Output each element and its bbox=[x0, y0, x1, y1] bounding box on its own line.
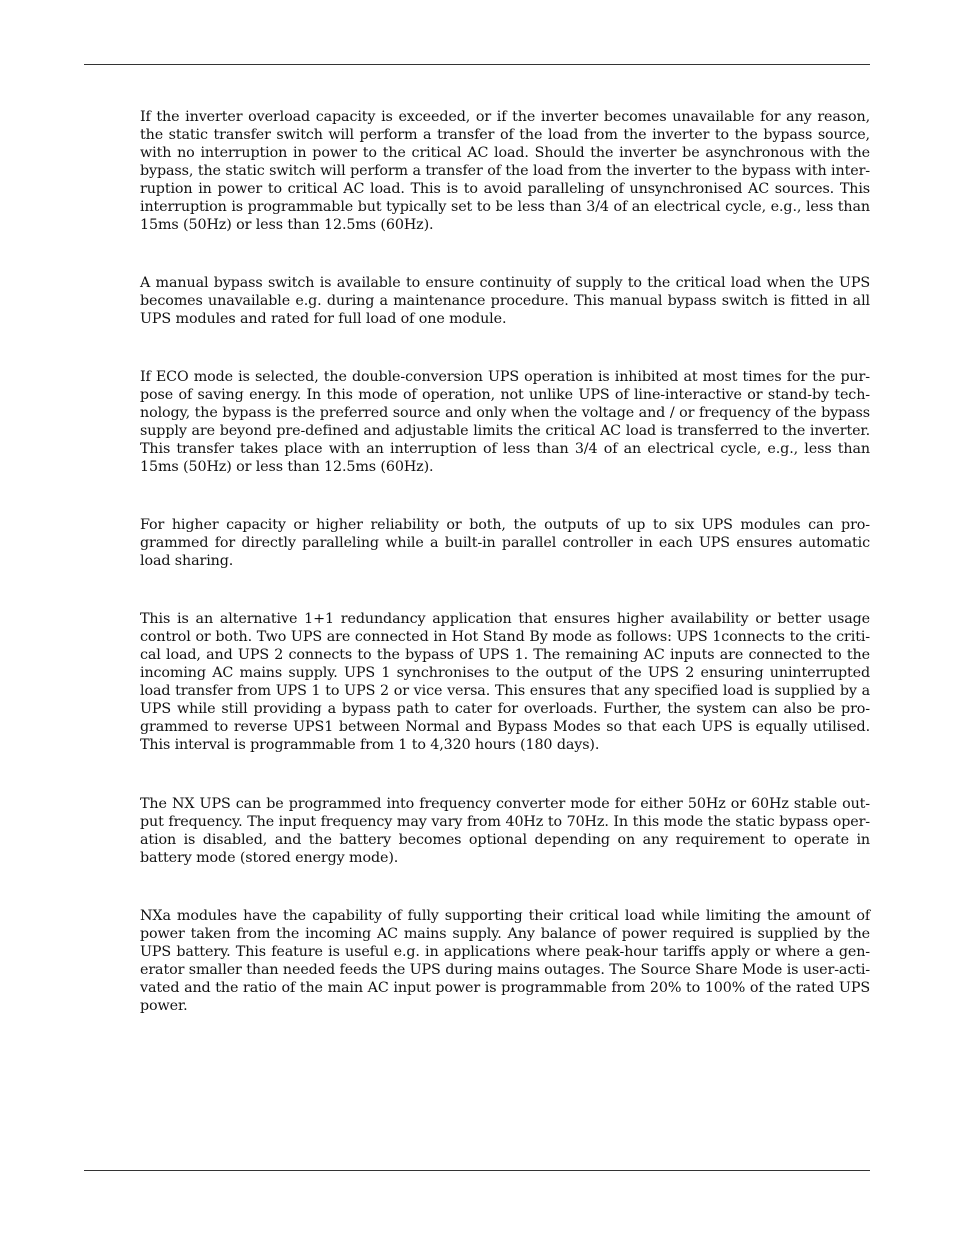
text-line: nology, the bypass is the preferred source and only when the voltage and / or frequency of the bypass bbox=[140, 405, 870, 421]
text-line: If the inverter overload capacity is exceeded, or if the inverter becomes unavailable for any reason, bbox=[140, 109, 870, 125]
text-line: grammed for directly paralleling while a built-in parallel controller in each UPS ensures automatic bbox=[140, 535, 870, 551]
text-line: the static transfer switch will perform a transfer of the load from the inverter to the bypass source, bbox=[140, 127, 870, 143]
text-line: vated and the ratio of the main AC input power is programmable from 20% to 100% of the rated UPS bbox=[140, 980, 870, 996]
paragraph-source-share bbox=[140, 907, 870, 1015]
text-line: incoming AC mains supply. UPS 1 synchronises to the output of the UPS 2 ensuring uninterrupted bbox=[140, 665, 870, 681]
text-line: A manual bypass switch is available to ensure continuity of supply to the critical load when the UPS bbox=[140, 275, 870, 291]
text-line: UPS while still providing a bypass path to cater for overloads. Further, the system can also be pro- bbox=[140, 701, 870, 717]
text-line: This interval is programmable from 1 to 4,320 hours (180 days). bbox=[140, 737, 600, 753]
text-line: erator smaller than needed feeds the UPS during mains outages. The Source Share Mode is user-acti- bbox=[140, 962, 870, 978]
text-line: UPS battery. This feature is useful e.g. in applications where peak-hour tariffs apply or where a gen- bbox=[140, 944, 870, 960]
text-line: battery mode (stored energy mode). bbox=[140, 850, 399, 866]
text-line: becomes unavailable e.g. during a maintenance procedure. This manual bypass switch is fitted in all bbox=[140, 293, 870, 309]
footer-rule bbox=[84, 1170, 870, 1171]
text-line: 15ms (50Hz) or less than 12.5ms (60Hz). bbox=[140, 217, 434, 233]
text-line: If ECO mode is selected, the double-conversion UPS operation is inhibited at most times for the pur- bbox=[140, 369, 870, 385]
text-line: with no interruption in power to the critical AC load. Should the inverter be asynchronous with the bbox=[140, 145, 870, 161]
text-line: NXa modules have the capability of fully supporting their critical load while limiting the amount of bbox=[140, 908, 870, 924]
text-line: interruption is programmable but typically set to be less than 3/4 of an electrical cycle, e.g., less than bbox=[140, 199, 870, 215]
text-line: put frequency. The input frequency may vary from 40Hz to 70Hz. In this mode the static bypass oper- bbox=[140, 814, 870, 830]
text-line: power. bbox=[140, 998, 188, 1014]
text-line: This transfer takes place with an interruption of less than 3/4 of an electrical cycle, e.g., less than bbox=[140, 441, 870, 457]
text-line: The NX UPS can be programmed into frequency converter mode for either 50Hz or 60Hz stable out- bbox=[140, 796, 870, 812]
text-line: bypass, the static switch will perform a transfer of the load from the inverter to the bypass with inter- bbox=[140, 163, 870, 179]
text-line: UPS modules and rated for full load of one module. bbox=[140, 311, 507, 327]
paragraph-parallel bbox=[140, 516, 870, 570]
text-line: load sharing. bbox=[140, 553, 234, 569]
paragraph-static-transfer bbox=[140, 108, 870, 234]
text-line: For higher capacity or higher reliability or both, the outputs of up to six UPS modules can pro- bbox=[140, 517, 870, 533]
text-line: control or both. Two UPS are connected in Hot Stand By mode as follows: UPS 1connects to the criti- bbox=[140, 629, 870, 645]
text-line: power taken from the incoming AC mains supply. Any balance of power required is supplied by the bbox=[140, 926, 870, 942]
text-line: ation is disabled, and the battery becomes optional depending on any requirement to operate in bbox=[140, 832, 870, 848]
text-line: supply are beyond pre-defined and adjustable limits the critical AC load is transferred to the inverter. bbox=[140, 423, 870, 439]
text-line: 15ms (50Hz) or less than 12.5ms (60Hz). bbox=[140, 459, 434, 475]
paragraph-manual-bypass bbox=[140, 274, 870, 328]
paragraph-frequency-converter bbox=[140, 795, 870, 867]
paragraph-eco-mode bbox=[140, 368, 870, 476]
text-line: grammed to reverse UPS1 between Normal and Bypass Modes so that each UPS is equally utilised. bbox=[140, 719, 870, 735]
text-line: This is an alternative 1+1 redundancy application that ensures higher availability or better usage bbox=[140, 611, 870, 627]
text-line: load transfer from UPS 1 to UPS 2 or vice versa. This ensures that any specified load is supplied by a bbox=[140, 683, 870, 699]
text-line: ruption in power to critical AC load. This is to avoid paralleling of unsynchronised AC sources. This bbox=[140, 181, 870, 197]
text-line: pose of saving energy. In this mode of operation, not unlike UPS of line-interactive or stand-by tech- bbox=[140, 387, 870, 403]
header-rule bbox=[84, 64, 870, 65]
paragraph-hot-standby bbox=[140, 610, 870, 754]
text-line: cal load, and UPS 2 connects to the bypass of UPS 1. The remaining AC inputs are connected to the bbox=[140, 647, 870, 663]
